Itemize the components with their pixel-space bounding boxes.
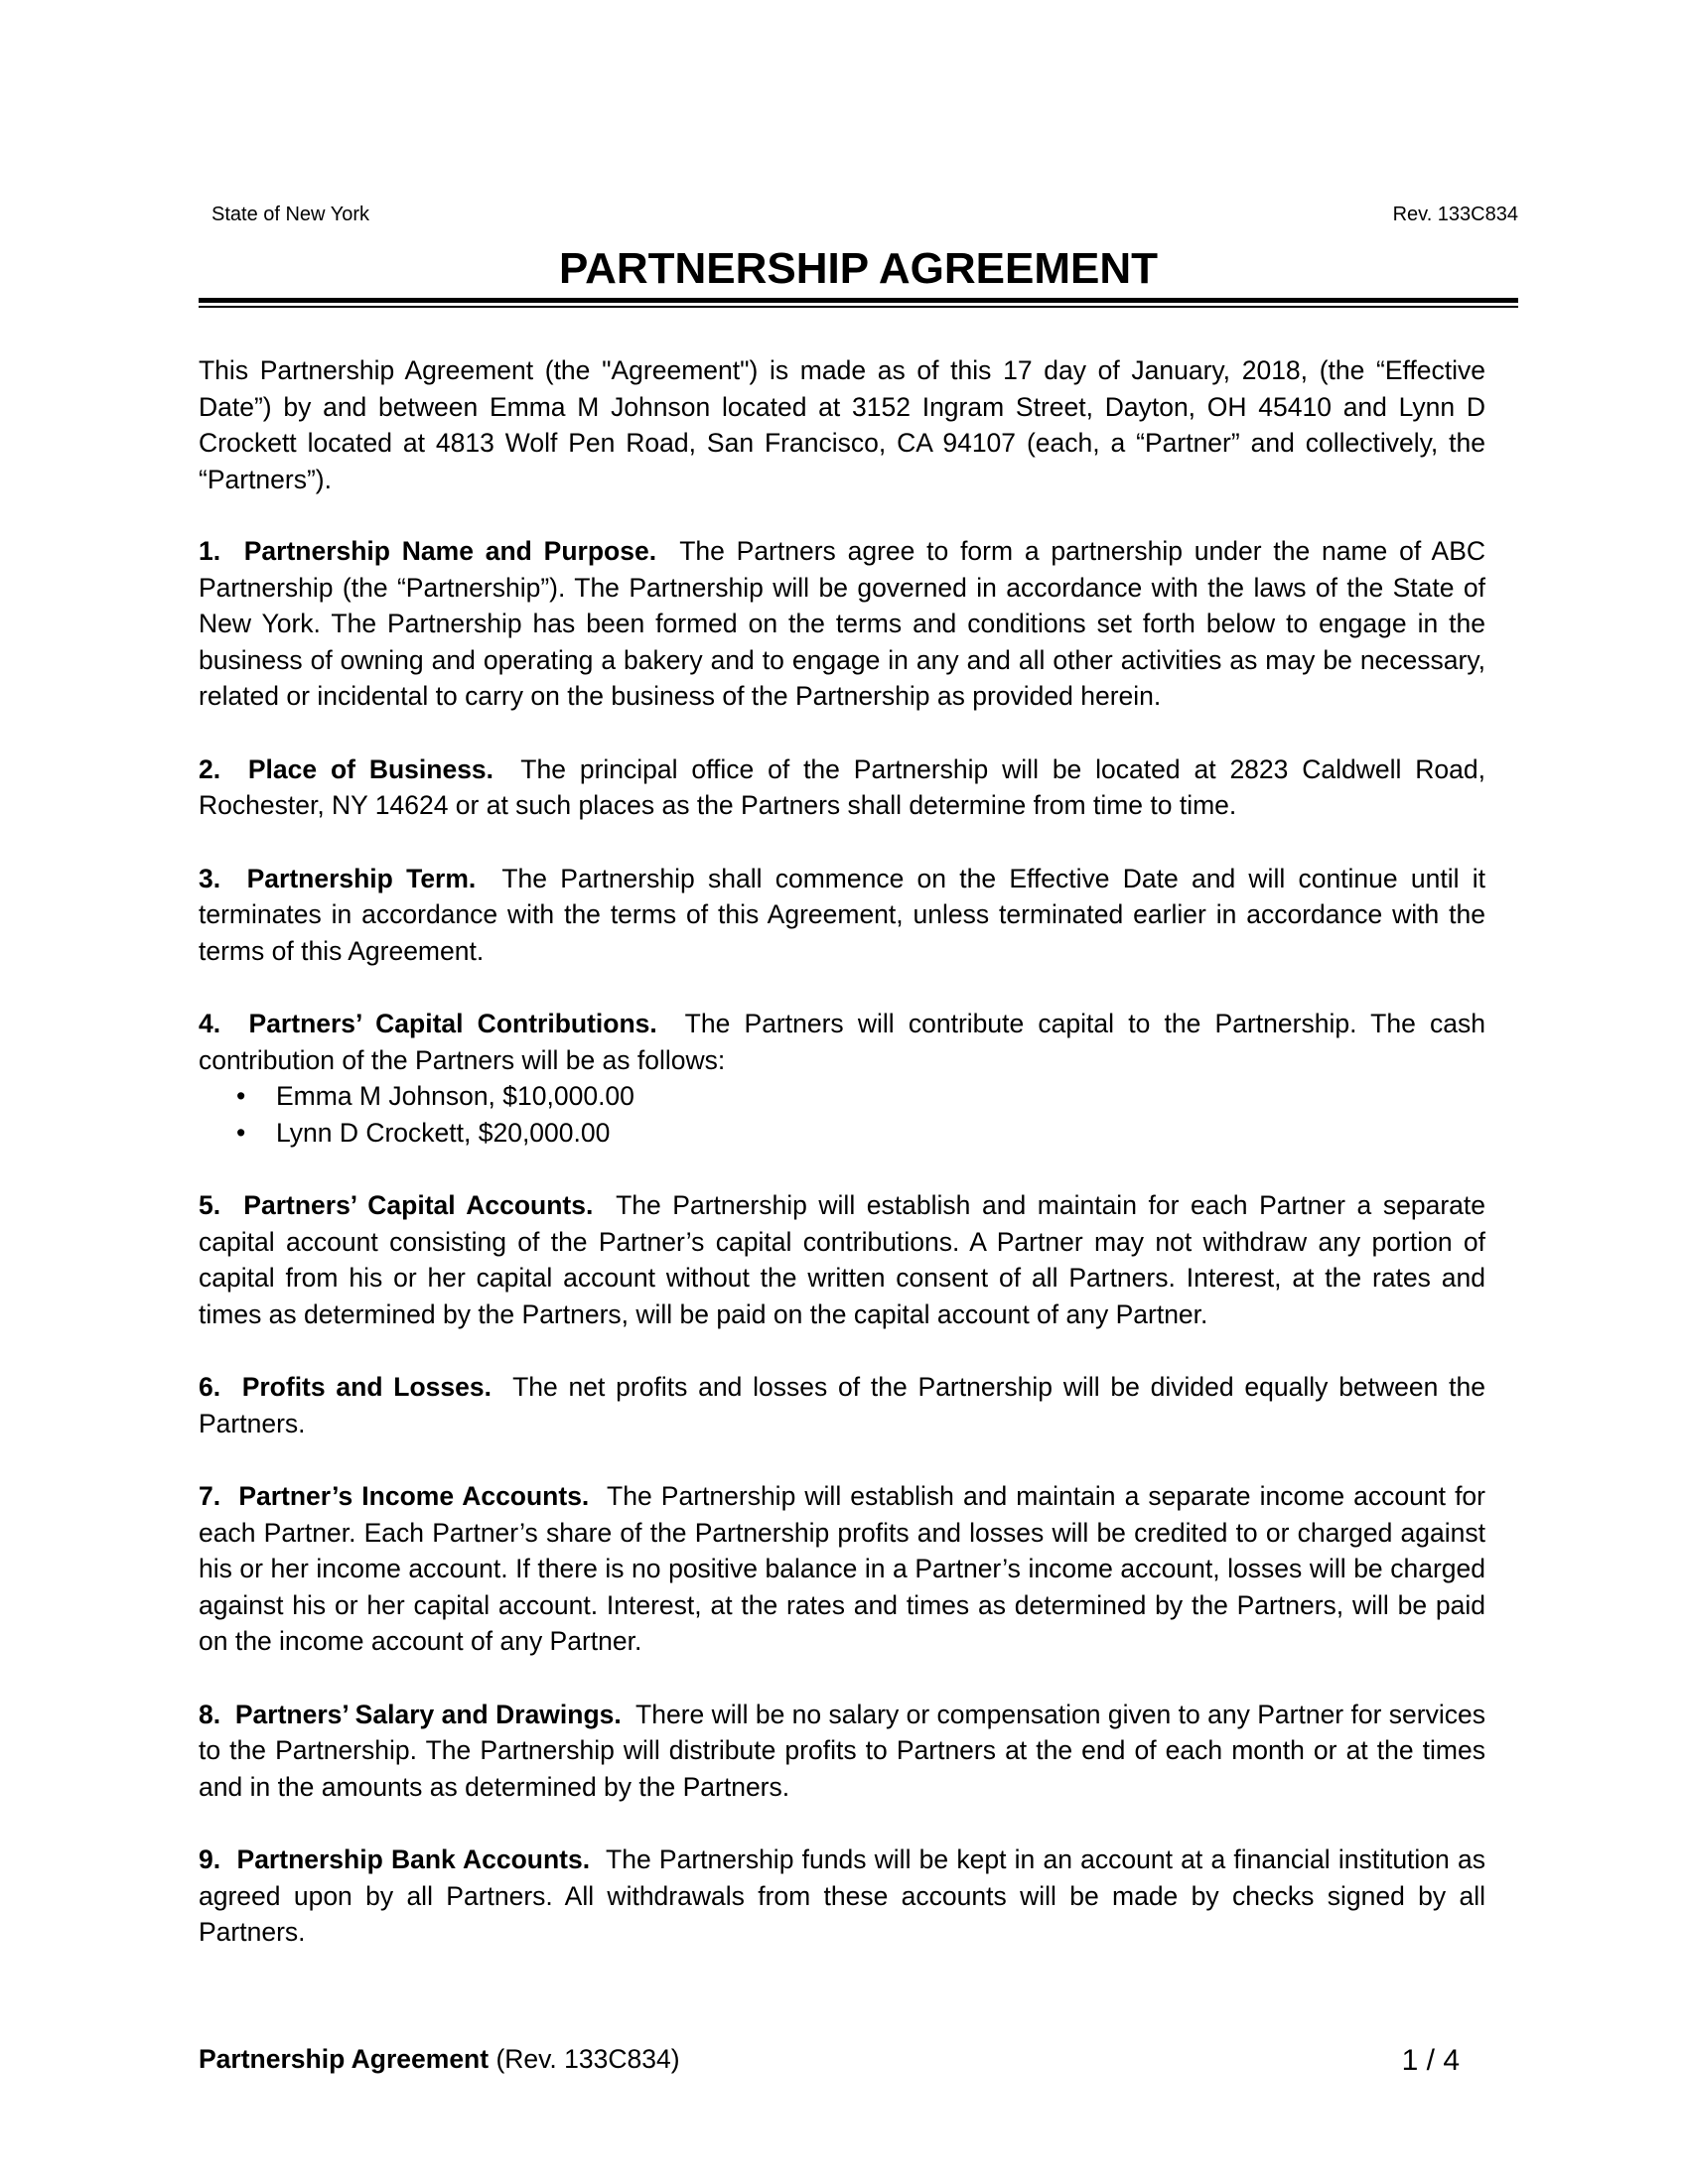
section-number: 6.	[199, 1372, 221, 1402]
bullet-icon: •	[236, 1117, 246, 1148]
section-number: 7.	[199, 1481, 221, 1511]
section-1	[199, 533, 1485, 715]
page-number: 1 / 4	[1401, 2044, 1460, 2077]
section-number: 4.	[199, 1009, 221, 1038]
title-divider-thin	[199, 306, 1518, 308]
section-number: 3.	[199, 863, 221, 893]
section-text: The principal office of the Partnership will be located at 2823 Caldwell Road, Rochester, NY 14624 or at such places as the Partners shall determine from time to time.	[199, 753, 1485, 820]
section-heading: Partner’s Income Accounts.	[238, 1481, 590, 1511]
section-heading: Partnership Bank Accounts.	[236, 1844, 591, 1874]
section-heading: Partnership Term.	[246, 863, 477, 893]
section-heading: Profits and Losses.	[241, 1372, 492, 1402]
bullet-icon: •	[236, 1081, 246, 1111]
footer-title: Partnership Agreement	[199, 2044, 490, 2074]
section-heading: Partners’ Salary and Drawings.	[234, 1699, 622, 1729]
list-item: • Lynn D Crockett, $20,000.00	[199, 1115, 1485, 1152]
section-text: The Partnership will establish and maintain a separate income account for each Partner. Each Partner’s share of the Partnership profits and losses will be credited to or charged against his or her income account. If there is no positive balance in a Partner’s income account, losses will be charged against his or her capital account. Interest, at the rates and times as determined by the Partners, will be paid on the income account of any Partner.	[199, 1481, 1485, 1656]
page-footer	[199, 2042, 1460, 2076]
section-text: The net profits and losses of the Partnership will be divided equally between the Partners.	[199, 1372, 1486, 1438]
section-number: 9.	[199, 1844, 221, 1874]
section-text: The Partnership will establish and maintain for each Partner a separate capital account consisting of the Partner’s capital contributions. A Partner may not withdraw any portion of capital from his or her capital account without the written consent of all Partners. Interest, at the rates and times as determined by the Partners, will be paid on the capital account of any Partner.	[199, 1190, 1486, 1329]
section-text: The Partners agree to form a partnership under the name of ABC Partnership (the “Partnership”). The Partnership will be governed in accordance with the laws of the State of New York. The Partnership has been formed on the terms and conditions set forth below to engage in the business of owning and operating a bakery and to engage in any and all other activities as may be necessary, related or incidental to carry on the business of the Partnership as provided herein.	[199, 536, 1486, 711]
revision-label: Rev. 133C834	[1392, 204, 1518, 225]
intro-paragraph: This Partnership Agreement (the "Agreement") is made as of this 17 day of January, 2018, (the “Effective Date”) by and between Emma M Johnson located at 3152 Ingram Street, Dayton, OH 45410 and Lynn D Crockett located at 4813 Wolf Pen Road, San Francisco, CA 94107 (each, a “Partner” and collectively, the “Partners”).	[199, 355, 1485, 494]
section-2	[199, 751, 1485, 824]
title-divider-thick	[199, 298, 1518, 303]
list-item: • Emma M Johnson, $10,000.00	[199, 1078, 1485, 1115]
section-6	[199, 1369, 1485, 1441]
section-text: The Partnership shall commence on the Effective Date and will continue until it terminates in accordance with the terms of this Agreement, unless terminated earlier in accordance with the terms of this Agreement.	[199, 863, 1485, 966]
section-5	[199, 1187, 1485, 1332]
section-heading: Partners’ Capital Contributions.	[248, 1009, 657, 1038]
section-3	[199, 861, 1485, 970]
document-body	[199, 352, 1485, 1987]
section-4	[199, 1006, 1485, 1151]
state-label: State of New York	[211, 204, 369, 225]
section-number: 1.	[199, 536, 221, 566]
section-8	[199, 1697, 1485, 1806]
section-text: The Partnership funds will be kept in an account at a financial institution as agreed upon by all Partners. All withdrawals from these accounts will be made by checks signed by all Partners.	[199, 1844, 1485, 1947]
section-number: 8.	[199, 1699, 221, 1729]
section-heading: Partnership Name and Purpose.	[243, 536, 657, 566]
section-9	[199, 1842, 1485, 1951]
section-heading: Place of Business.	[247, 753, 494, 784]
contribution-list	[199, 1078, 1485, 1151]
section-text: The Partners will contribute capital to the Partnership. The cash contribution of the Partners will be as follows:	[199, 1009, 1485, 1075]
document-title: PARTNERSHIP AGREEMENT	[558, 244, 1159, 293]
section-7	[199, 1478, 1485, 1660]
section-heading: Partners’ Capital Accounts.	[243, 1190, 594, 1220]
section-number: 5.	[199, 1190, 221, 1220]
footer-revision: (Rev. 133C834)	[495, 2044, 680, 2074]
section-text: There will be no salary or compensation given to any Partner for services to the Partnership. The Partnership will distribute profits to Partners at the end of each month or at the times and in the amounts as determined by the Partners.	[199, 1699, 1485, 1802]
section-number: 2.	[199, 753, 221, 784]
